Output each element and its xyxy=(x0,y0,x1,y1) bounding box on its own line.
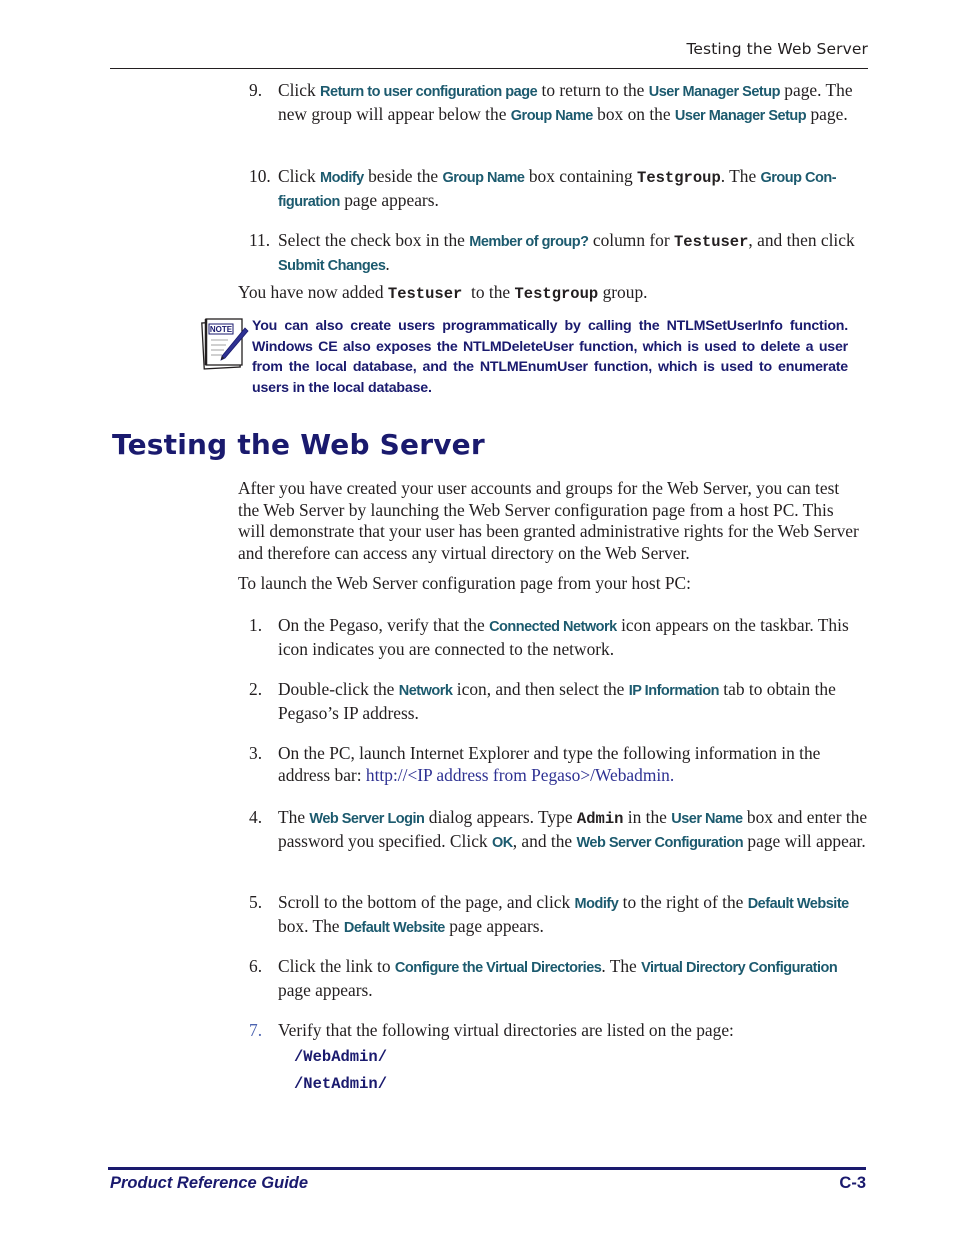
header-rule xyxy=(110,68,868,69)
running-header: Testing the Web Server xyxy=(686,40,868,58)
step-2: Double-click the Network icon, and then select the IP Information tab to obtain the Pegaso’s IP address. xyxy=(278,679,836,723)
footer-guide-title: Product Reference Guide xyxy=(110,1174,309,1192)
note-icon xyxy=(198,314,250,372)
step-number: 9. xyxy=(249,80,263,100)
footer-rule xyxy=(108,1167,866,1170)
step-5: Scroll to the bottom of the page, and click Modify to the right of the Default Website box. The Default Website page appears. xyxy=(278,892,849,936)
step-7: Verify that the following virtual directories are listed on the page: xyxy=(278,1020,734,1040)
virtual-directory: /NetAdmin/ xyxy=(294,1075,388,1093)
step-11: Select the check box in the Member of group? column for Testuser, and then click Submit Changes. xyxy=(278,230,855,274)
step-4: The Web Server Login dialog appears. Type Admin in the User Name box and enter the password you specified. Click OK, and the Web Server Configuration page will appear. xyxy=(278,807,868,851)
page-number: C-3 xyxy=(839,1174,866,1192)
note-text: You can also create users programmatically by calling the NTLMSetUserInfo function. Windows CE also exposes the NTLMDeleteUser function, which is used to delete a user from the local database, and the NTLMEnumUser function, which is used to enumerate users in the local database. xyxy=(252,318,848,396)
step-3: On the PC, launch Internet Explorer and type the following information in the address bar: http://<IP address from Pegaso>/Webadmin. xyxy=(278,743,821,785)
lead-paragraph: To launch the Web Server configuration page from your host PC: xyxy=(238,573,691,593)
intro-paragraph: After you have created your user accounts and groups for the Web Server, you can test the Web Server by launching the Web Server configuration page from a host PC. This will demonstrate that your user has been granted administrative rights for the Web Server and therefore can access any virtual directory on the Web Server. xyxy=(238,478,859,563)
step-number: 7. xyxy=(249,1020,263,1040)
step-number: 2. xyxy=(249,679,263,699)
virtual-directory: /WebAdmin/ xyxy=(294,1048,388,1066)
step-9: Click Return to user configuration page to return to the User Manager Setup page. The new group will appear below the Group Name box on the User Manager Setup page. xyxy=(278,80,853,124)
step-number: 4. xyxy=(249,807,263,827)
note-icon-label: NOTE xyxy=(209,325,233,334)
step-number: 3. xyxy=(249,743,263,763)
step-number: 10. xyxy=(249,166,271,186)
step-number: 6. xyxy=(249,956,263,976)
section-heading: Testing the Web Server xyxy=(112,428,485,461)
step-10: Click Modify beside the Group Name box containing Testgroup. The Group Con-figuration page appears. xyxy=(278,166,837,210)
step-number: 1. xyxy=(249,615,263,635)
step-number: 5. xyxy=(249,892,263,912)
webadmin-link[interactable]: http://<IP address from Pegaso>/Webadmin xyxy=(365,765,670,785)
summary-line: You have now added Testuser to the Testgroup group. xyxy=(238,282,648,303)
step-number: 11. xyxy=(249,230,271,250)
step-1: On the Pegaso, verify that the Connected Network icon appears on the taskbar. This icon indicates you are connected to the network. xyxy=(278,615,849,659)
step-6: Click the link to Configure the Virtual Directories. The Virtual Directory Configuration page appears. xyxy=(278,956,838,1000)
